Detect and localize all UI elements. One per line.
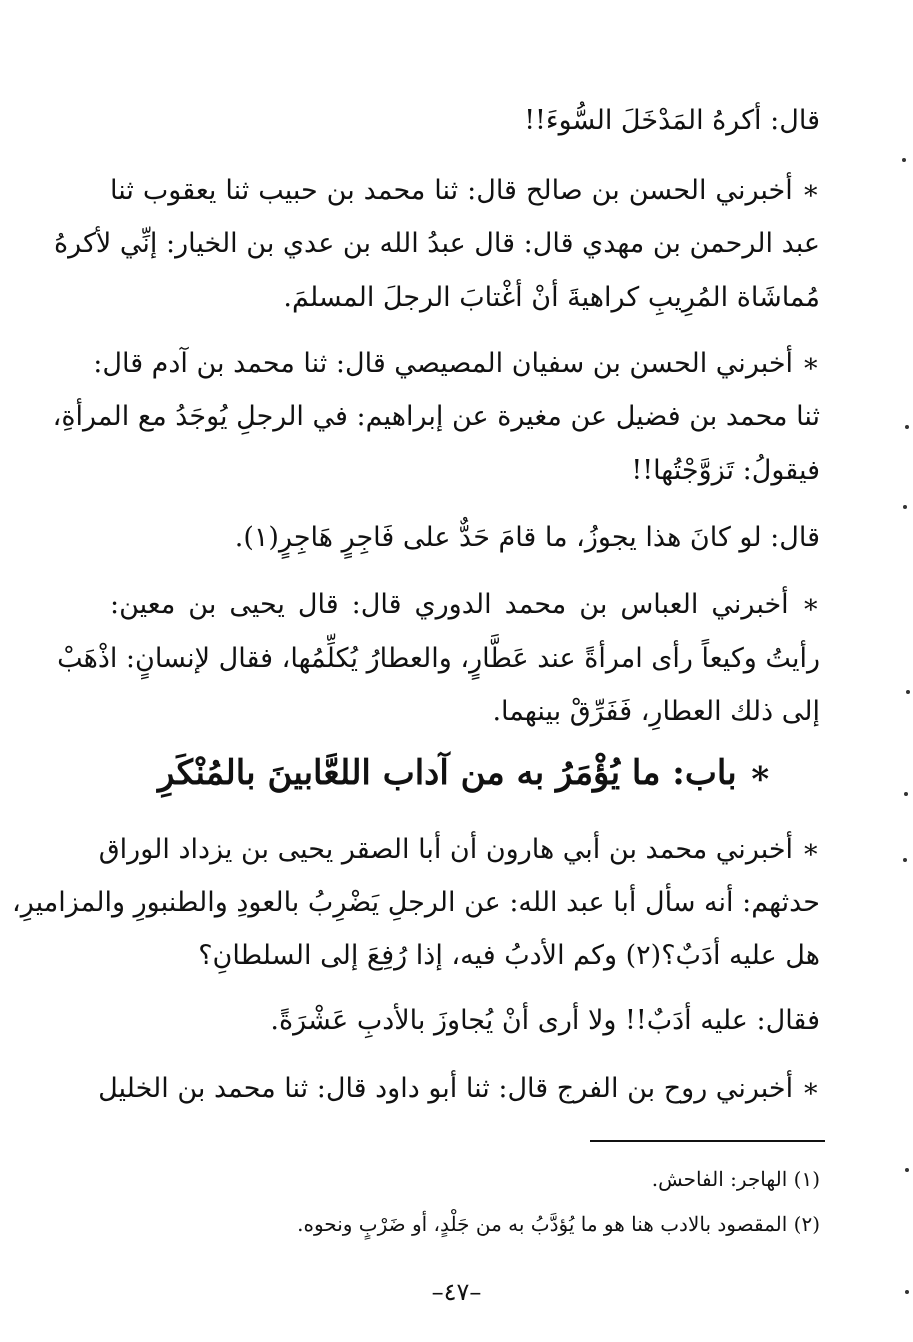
margin-dot [906,690,910,694]
page-number: –٤٧– [431,1278,482,1306]
margin-dot [903,505,907,509]
margin-dot [903,858,907,862]
text-line-1: قال: أكرهُ المَدْخَلَ السُّوءَ!! [524,105,820,136]
text-line-16: ∗ أخبرني روح بن الفرج قال: ثنا أبو داود قال: ثنا محمد بن الخليل [98,1073,820,1104]
text-line-11: إلى ذلك العطارِ، فَفَرِّقْ بينهما. [492,696,820,727]
text-line-15: فقال: عليه أدَبٌ!! ولا أرى أنْ يُجاوزَ بالأدبِ عَشْرَةً. [270,1005,820,1036]
text-line-9: ∗ أخبرني العباس بن محمد الدوري قال: قال يحيى بن معين: [110,589,820,620]
text-line-3: عبد الرحمن بن مهدي قال: قال عبدُ الله بن عدي بن الخيار: إنِّي لأكرهُ [54,228,820,259]
section-heading: ∗ باب: ما يُؤْمَرُ به من آداب اللعَّابينَ بالمُنْكَرِ [157,753,773,793]
text-line-10: رأيتُ وكيعاً رأى امرأةً عند عَطَّارٍ، والعطارُ يُكلِّمُها، فقال لإنسانٍ: اذْهَبْ [57,643,820,674]
margin-dot [905,425,909,429]
text-line-5: ∗ أخبرني الحسن بن سفيان المصيصي قال: ثنا محمد بن آدم قال: [93,348,820,379]
margin-dot [905,1290,909,1294]
footnote-1: (١) الهاجر: الفاحش. [651,1167,820,1191]
footnote-separator [590,1140,825,1142]
text-line-8: قال: لو كانَ هذا يجوزُ، ما قامَ حَدٌّ على فَاجِرٍ هَاجِرٍ(١). [234,522,820,553]
text-line-2: ∗ أخبرني الحسن بن صالح قال: ثنا محمد بن حبيب ثنا يعقوب ثنا [110,175,820,206]
margin-dot [904,792,908,796]
margin-dot [905,1168,909,1172]
text-line-14: هل عليه أدَبٌ؟(٢) وكم الأدبُ فيه، إذا رُفِعَ إلى السلطانِ؟ [198,940,820,971]
text-line-12: ∗ أخبرني محمد بن أبي هارون أن أبا الصقر يحيى بن يزداد الوراق [98,834,820,865]
text-line-6: ثنا محمد بن فضيل عن مغيرة عن إبراهيم: في الرجلِ يُوجَدُ مع المرأةِ، [52,401,820,432]
text-line-7: فيقولُ: تَزوَّجْتُها!! [631,455,820,486]
footnote-2: (٢) المقصود بالادب هنا هو ما يُؤدَّبُ به من جَلْدٍ، أو ضَرْبٍ ونحوه. [297,1212,820,1236]
text-line-13: حدثهم: أنه سأل أبا عبد الله: عن الرجلِ يَضْرِبُ بالعودِ والطنبورِ والمزاميرِ، [12,887,820,918]
margin-dot [902,158,906,162]
text-line-4: مُماشَاة المُرِيبِ كراهيةَ أنْ أغْتابَ الرجلَ المسلمَ. [283,282,820,313]
